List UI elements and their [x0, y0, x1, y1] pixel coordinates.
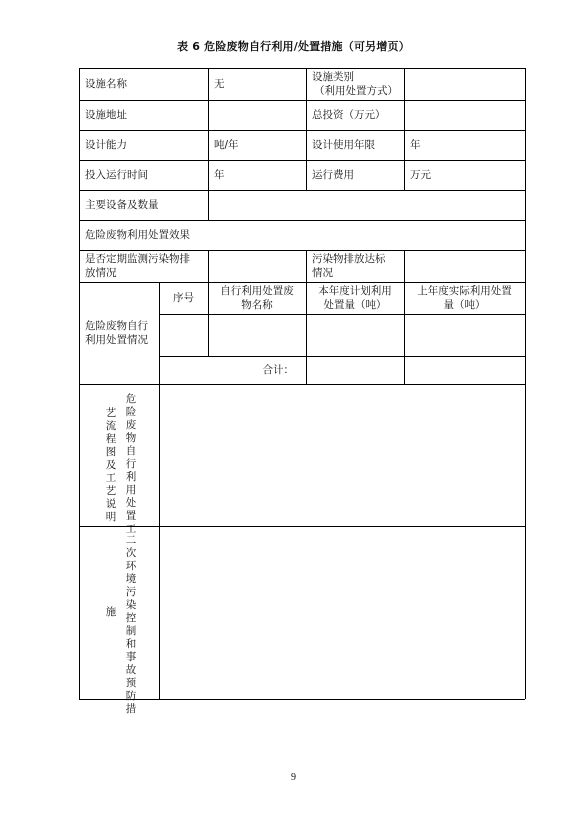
design-life-value[interactable]: 年 [410, 139, 421, 151]
table-row-planned-cell[interactable] [306, 314, 404, 356]
design-capacity-label: 设计能力 [85, 139, 127, 151]
emission-label-line2: 情况 [312, 267, 333, 279]
main-equipment-value[interactable] [208, 190, 525, 220]
col-header-actual-line2: 量（吨） [443, 299, 486, 311]
facility-name-value[interactable]: 无 [214, 78, 225, 90]
table-row-waste-name-cell[interactable] [208, 314, 306, 356]
main-equipment-label: 主要设备及数量 [85, 199, 159, 211]
process-section-label-col1: 危 险 废 物 自 行 利 用 处 置 工 [125, 393, 137, 535]
facility-type-value[interactable] [404, 68, 525, 100]
total-planned-value[interactable] [306, 356, 404, 384]
total-investment-label: 总投资（万元） [312, 109, 386, 121]
col-header-waste-name-line1: 自行利用处置废 [220, 285, 294, 297]
total-investment-value[interactable] [404, 100, 525, 130]
monitoring-label [79, 250, 306, 282]
facility-address-label: 设施地址 [85, 109, 127, 121]
table-title: 表 6 危险废物自行利用/处置措施（可另增页） [177, 40, 410, 53]
facility-name-label: 设施名称 [85, 78, 127, 90]
design-life-label: 设计使用年限 [312, 139, 375, 151]
design-capacity-value[interactable]: 吨/年 [214, 139, 239, 151]
pollution-control-area[interactable] [159, 526, 525, 699]
self-disposal-label-line2: 利用处置情况 [85, 334, 148, 346]
facility-type-label [306, 68, 404, 100]
col-header-planned-line2: 处置量（吨） [323, 299, 387, 311]
facility-address-value[interactable] [208, 100, 306, 130]
col-header-planned-line1: 本年度计划利用 [318, 285, 392, 297]
commission-time-label: 投入运行时间 [85, 169, 148, 181]
col-header-actual-line1: 上年度实际利用处置 [417, 285, 512, 297]
total-actual-value[interactable] [404, 356, 525, 384]
effect-label: 危险废物利用处置效果 [85, 229, 190, 241]
emission-label-line1: 污染物排放达标 [312, 253, 386, 265]
page-number: 9 [291, 772, 296, 783]
facility-type-label-line1: 设施类别 [312, 71, 354, 83]
col-header-waste-name [208, 282, 306, 314]
col-header-no: 序号 [173, 292, 194, 304]
monitoring-label-line2: 放情况 [85, 267, 117, 279]
emission-label [306, 250, 404, 282]
table-row-no-cell[interactable] [159, 314, 208, 356]
operating-cost-value[interactable]: 万元 [410, 169, 431, 181]
pollution-section-label-col1: 二 次 环 境 污 染 控 制 和 事 故 预 防 措 [125, 534, 137, 715]
process-section-label-col2: 艺 流 程 图 及 工 艺 说 明 [105, 407, 117, 523]
col-header-actual-amount [404, 282, 525, 314]
facility-type-label-line2: （利用处置方式） [314, 85, 398, 97]
col-header-planned-amount [306, 282, 404, 314]
table-row-actual-cell[interactable] [404, 314, 525, 356]
emission-value[interactable] [404, 250, 525, 282]
total-label: 合计： [262, 364, 294, 376]
operating-cost-label: 运行费用 [312, 169, 354, 181]
col-header-waste-name-line2: 物名称 [241, 299, 273, 311]
pollution-section-label-col2: 施 [105, 606, 117, 618]
self-disposal-section-label [79, 282, 159, 384]
self-disposal-label-line1: 危险废物自行 [85, 320, 148, 332]
process-description-area[interactable] [159, 384, 525, 526]
monitoring-label-line1: 是否定期监测污染物排 [85, 253, 190, 265]
disposal-form-table [79, 68, 525, 715]
commission-time-value[interactable]: 年 [214, 169, 225, 181]
